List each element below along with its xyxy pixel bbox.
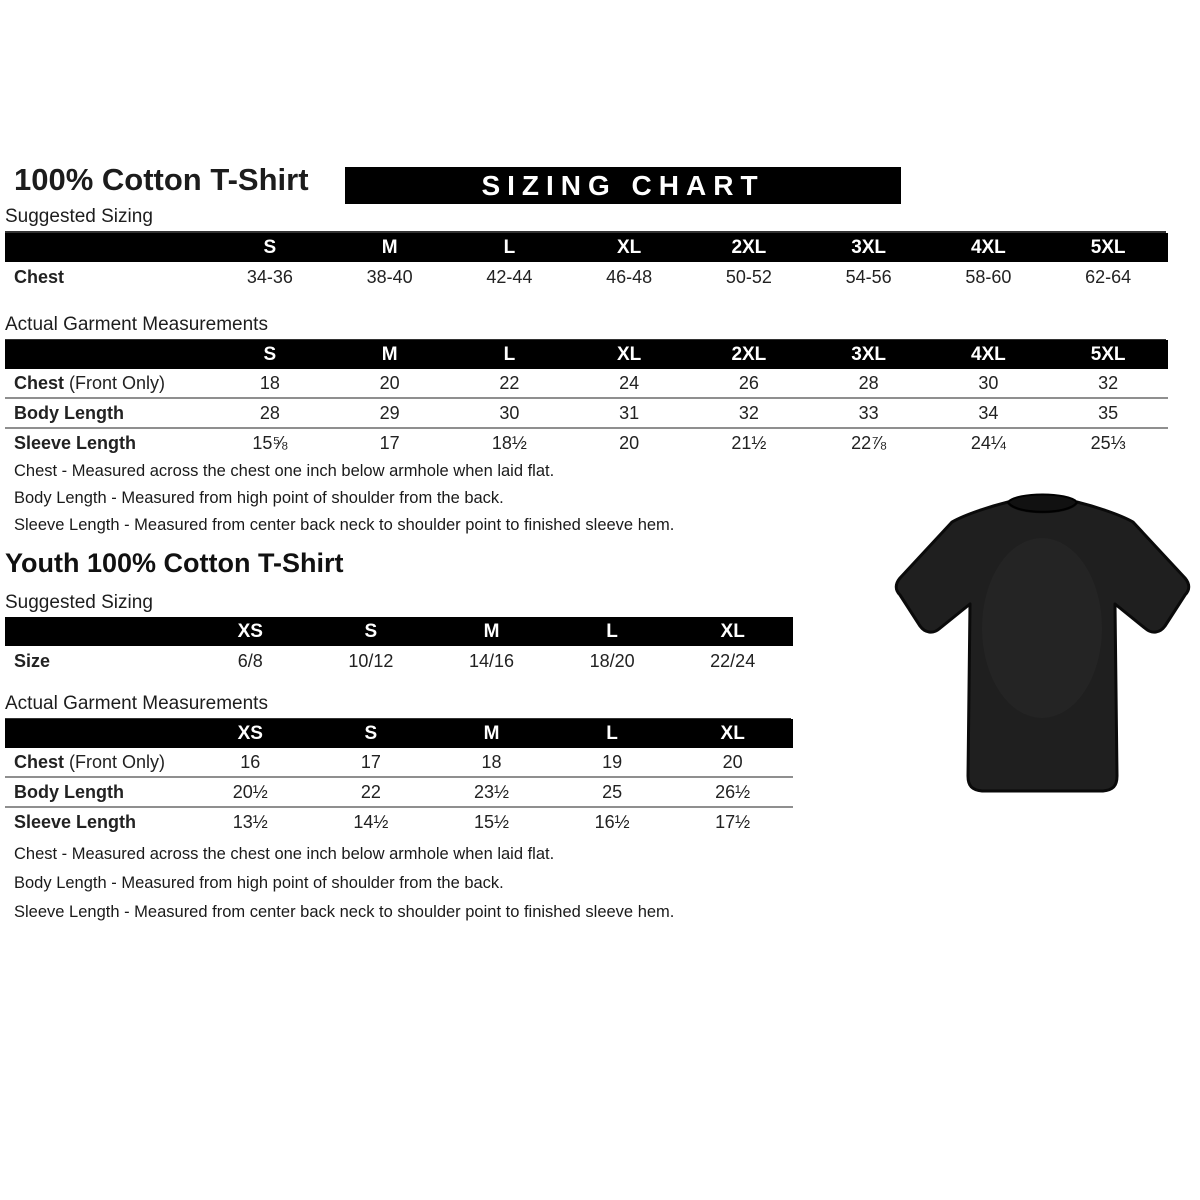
column-header: L: [503, 343, 516, 365]
tshirt-svg: [890, 478, 1197, 810]
cell-value: 38-40: [366, 266, 413, 287]
cell-value: 22/24: [710, 650, 756, 671]
cell-value: 46-48: [606, 266, 653, 287]
note-body-length: Body Length - Measured from high point of shoulder from the back.: [14, 489, 504, 507]
row-label: [5, 373, 210, 394]
cell-value: 32: [1098, 372, 1119, 393]
column-header: L: [606, 620, 618, 642]
cell-value: 20½: [232, 781, 268, 802]
column-header: M: [483, 620, 500, 642]
cell-value: 17½: [715, 811, 751, 832]
column-header: M: [381, 343, 398, 365]
row-label-suffix: (Front Only): [64, 372, 166, 393]
column-header: 4XL: [970, 236, 1006, 258]
column-header: 5XL: [1090, 343, 1126, 365]
cell-value: 34-36: [246, 266, 293, 287]
row-label-text: Sleeve Length: [14, 811, 137, 832]
cell-value: 26: [738, 372, 759, 393]
row-label-suffix: (Front Only): [64, 751, 166, 772]
cell-value: 32: [738, 402, 759, 423]
row-label: [5, 752, 190, 773]
row-label: [5, 267, 210, 288]
cell-value: 50-52: [725, 266, 772, 287]
tshirt-sheen-highlight: [982, 538, 1102, 718]
column-header: 3XL: [851, 236, 887, 258]
column-header: S: [263, 343, 277, 365]
cell-value: 25⅓: [1090, 432, 1126, 453]
table-row: [5, 262, 1168, 292]
youth-section-title: Youth 100% Cotton T-Shirt: [5, 548, 344, 578]
sizing-chart-banner: [345, 167, 901, 204]
cell-value: 6/8: [237, 650, 263, 671]
table-row: [5, 646, 793, 676]
column-header: XS: [237, 620, 263, 642]
cell-value: 20: [722, 751, 743, 772]
cell-value: 23½: [473, 781, 510, 802]
note-chest: Chest - Measured across the chest one inch below armhole when laid flat.: [14, 462, 555, 480]
column-header: 2XL: [731, 343, 767, 365]
cell-value: 31: [619, 402, 640, 423]
table-header-row: [5, 340, 1168, 369]
cell-value: 19: [602, 751, 623, 772]
cell-value: 16½: [594, 811, 630, 832]
row-label: [5, 433, 210, 454]
cell-value: 22: [499, 372, 520, 393]
cell-value: 22: [360, 781, 381, 802]
cell-value: 15⅝: [252, 432, 288, 453]
adult-suggested-sizing-table: [5, 233, 1168, 292]
youth-measurement-notes: [14, 840, 674, 927]
cell-value: 17: [379, 432, 400, 453]
cell-value: 17: [360, 751, 381, 772]
column-header: XL: [720, 722, 745, 744]
cell-value: 42-44: [486, 266, 533, 287]
cell-value: 34: [978, 402, 999, 423]
cell-value: 14½: [353, 811, 389, 832]
cell-value: 22⅞: [851, 432, 887, 453]
table-row: [5, 369, 1168, 397]
youth-suggested-sizing-table: [5, 617, 793, 676]
column-header: 3XL: [851, 343, 887, 365]
table-row: [5, 776, 793, 806]
cell-value: 54-56: [845, 266, 892, 287]
row-label: [5, 812, 190, 833]
column-header: M: [483, 722, 500, 744]
cell-value: 58-60: [965, 266, 1012, 287]
table-header-row: [5, 233, 1168, 262]
cell-value: 28: [858, 372, 879, 393]
cell-value: 33: [858, 402, 879, 423]
row-label-text: Body Length: [14, 402, 124, 423]
column-header: 2XL: [731, 236, 767, 258]
adult-suggested-sizing-label: Suggested Sizing: [5, 206, 1166, 233]
column-header: XL: [616, 236, 642, 258]
tshirt-photo: [890, 478, 1197, 810]
cell-value: 15½: [473, 811, 510, 832]
column-header: XL: [720, 620, 745, 642]
cell-value: 13½: [232, 811, 268, 832]
cell-value: 14/16: [468, 650, 515, 671]
table-header-row: [5, 719, 793, 748]
column-header: 4XL: [970, 343, 1006, 365]
note-body-length: Body Length - Measured from high point of shoulder from the back.: [14, 874, 504, 892]
tshirt-collar-shape: [1008, 495, 1077, 512]
cell-value: 26½: [715, 781, 751, 802]
cell-value: 18: [481, 751, 502, 772]
adult-measurement-notes: [14, 458, 674, 539]
cell-value: 30: [978, 372, 999, 393]
row-label-text: Size: [14, 650, 51, 671]
row-label-text: Chest: [14, 266, 65, 287]
row-label: [5, 651, 190, 672]
row-label: [5, 782, 190, 803]
cell-value: 25: [602, 781, 623, 802]
column-header: S: [364, 722, 378, 744]
cell-value: 18: [259, 372, 280, 393]
cell-value: 28: [259, 402, 280, 423]
table-row: [5, 806, 793, 836]
table-header-row: [5, 617, 793, 646]
column-header: S: [263, 236, 277, 258]
cell-value: 18½: [491, 432, 527, 453]
youth-suggested-sizing-label: Suggested Sizing: [5, 592, 791, 619]
youth-actual-measurements-label: Actual Garment Measurements: [5, 693, 791, 720]
adult-actual-measurements-label: Actual Garment Measurements: [5, 314, 1166, 341]
note-sleeve-length: Sleeve Length - Measured from center back neck to shoulder point to finished sleeve hem.: [14, 903, 675, 921]
cell-value: 62-64: [1085, 266, 1132, 287]
note-sleeve-length: Sleeve Length - Measured from center back neck to shoulder point to finished sleeve hem.: [14, 516, 675, 534]
cell-value: 24¼: [970, 432, 1006, 453]
table-row: [5, 397, 1168, 427]
column-header: S: [364, 620, 378, 642]
cell-value: 16: [240, 751, 261, 772]
youth-actual-measurements-table: [5, 719, 793, 836]
cell-value: 20: [619, 432, 640, 453]
column-header: L: [503, 236, 516, 258]
banner-text: SIZING CHART: [481, 169, 765, 201]
page-title: 100% Cotton T-Shirt: [14, 162, 309, 197]
column-header: L: [606, 722, 618, 744]
table-row: [5, 427, 1168, 457]
cell-value: 21½: [731, 432, 767, 453]
column-header: XL: [616, 343, 642, 365]
cell-value: 20: [379, 372, 400, 393]
row-label-text: Sleeve Length: [14, 432, 137, 453]
adult-actual-measurements-table: [5, 340, 1168, 457]
row-label-text: Chest: [14, 751, 65, 772]
cell-value: 18/20: [589, 650, 635, 671]
cell-value: 10/12: [348, 650, 394, 671]
column-header: M: [381, 236, 398, 258]
row-label-text: Body Length: [14, 781, 124, 802]
column-header: XS: [237, 722, 263, 744]
table-row: [5, 748, 793, 776]
cell-value: 30: [499, 402, 520, 423]
row-label: [5, 403, 210, 424]
cell-value: 24: [619, 372, 640, 393]
cell-value: 29: [379, 402, 400, 423]
note-chest: Chest - Measured across the chest one inch below armhole when laid flat.: [14, 845, 555, 863]
column-header: 5XL: [1090, 236, 1126, 258]
row-label-text: Chest: [14, 372, 65, 393]
cell-value: 35: [1098, 402, 1119, 423]
